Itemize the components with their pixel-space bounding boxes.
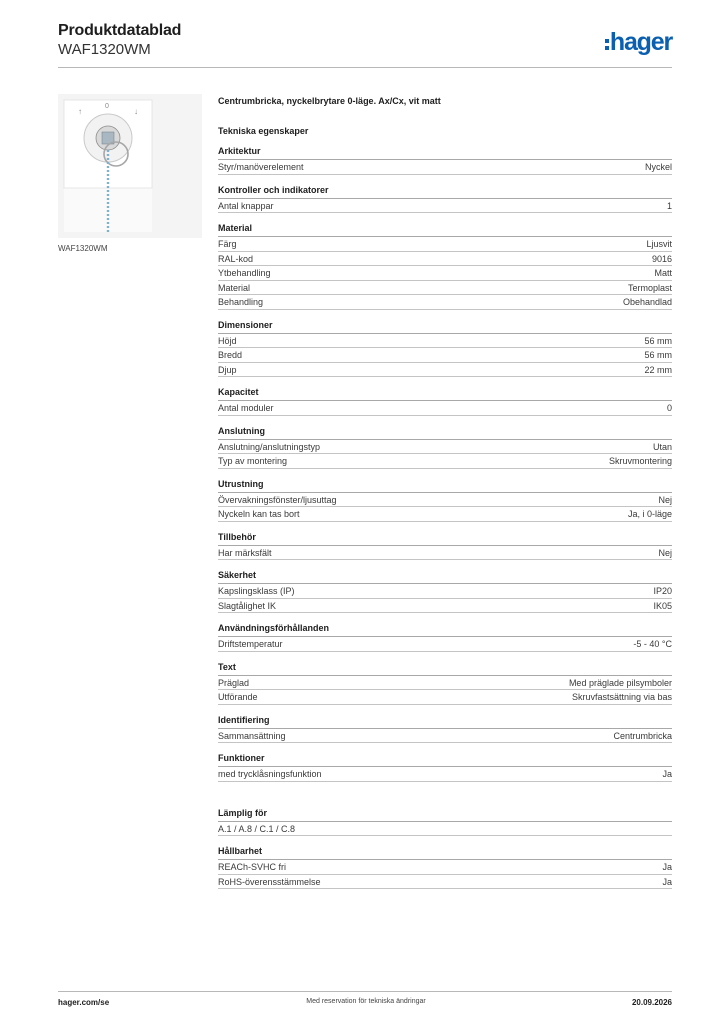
spec-value: Skruvmontering (608, 456, 672, 466)
spec-label: Antal moduler (218, 403, 274, 413)
spec-value: Ja (662, 769, 672, 779)
footer-disclaimer: Med reservation för tekniska ändringar (306, 998, 426, 1005)
spec-value: Ja (662, 876, 672, 887)
spec-value: 56 mm (644, 335, 672, 346)
footer-divider (58, 991, 672, 992)
spec-label: Höjd (218, 335, 237, 346)
spec-value: Nyckel (644, 162, 672, 172)
section-title: Kontroller och indikatorer (218, 185, 672, 199)
section-text (218, 662, 672, 705)
spec-row (218, 160, 672, 175)
logo-text: hager (609, 28, 672, 56)
zero-mark: 0 (105, 103, 109, 110)
spec-value: Utan (652, 441, 672, 452)
technical-properties-heading: Tekniska egenskaper (218, 126, 309, 136)
section-material (218, 223, 672, 310)
logo-dots-icon (605, 39, 609, 50)
spec-label: Material (218, 282, 251, 293)
section-title: Kapacitet (218, 387, 672, 401)
section-title: Säkerhet (218, 570, 672, 584)
spec-row (218, 281, 672, 296)
spec-row (218, 822, 672, 837)
down-arrow-mark: ↓ (134, 107, 138, 116)
section-title: Hållbarhet (218, 846, 672, 860)
spec-value: 9016 (651, 253, 672, 264)
spec-label: Anslutning/anslutningstyp (218, 441, 321, 452)
spec-row (218, 363, 672, 378)
spec-value: Matt (654, 268, 672, 278)
spec-value: Obehandlad (622, 297, 672, 307)
section-title: Dimensioner (218, 320, 672, 334)
spec-value: Ja, i 0-läge (627, 509, 672, 519)
section-title: Text (218, 662, 672, 676)
spec-label: Ytbehandling (218, 268, 271, 278)
spec-row (218, 348, 672, 363)
spec-label: Slagtålighet IK (218, 600, 277, 611)
section-title: Funktioner (218, 753, 672, 767)
spec-label: Sammansättning (218, 730, 286, 741)
image-caption: WAF1320WM (58, 244, 108, 253)
spec-value: Termoplast (627, 282, 672, 293)
spec-row (218, 401, 672, 416)
section-sustainability (218, 846, 672, 889)
header-divider (58, 67, 672, 68)
spec-row (218, 875, 672, 890)
key-switch-plate-icon (58, 94, 202, 238)
section-capacity (218, 387, 672, 416)
spec-row (218, 584, 672, 599)
spec-row (218, 860, 672, 875)
section-connection (218, 426, 672, 469)
spec-row (218, 295, 672, 310)
spec-label: Övervakningsfönster/ljusuttag (218, 494, 337, 505)
spec-row (218, 199, 672, 214)
spec-value: Ljusvit (646, 239, 672, 249)
spec-label: med trycklåsningsfunktion (218, 769, 322, 779)
spec-label: Antal knappar (218, 200, 274, 211)
spec-row (218, 729, 672, 744)
spec-row (218, 637, 672, 652)
spec-row (218, 237, 672, 252)
spec-value: IK05 (653, 600, 672, 611)
spec-value: Ja (662, 862, 672, 872)
footer-website-link[interactable]: hager.com/se (58, 998, 110, 1007)
spec-row (218, 440, 672, 455)
spec-row (218, 266, 672, 281)
section-architecture (218, 146, 672, 175)
section-title: Utrustning (218, 479, 672, 493)
spec-value: 0 (666, 403, 672, 413)
spec-label: Driftstemperatur (218, 639, 283, 649)
spec-label: Utförande (218, 692, 258, 702)
spec-row (218, 690, 672, 705)
spec-value: Centrumbricka (613, 730, 672, 741)
spec-label: A.1 / A.8 / C.1 / C.8 (218, 823, 296, 834)
spec-row (218, 493, 672, 508)
spec-label: Styr/manöverelement (218, 162, 304, 172)
section-title: Användningsförhållanden (218, 623, 672, 637)
spec-label: Präglad (218, 677, 250, 688)
section-title: Tillbehör (218, 532, 672, 546)
spec-row (218, 767, 672, 782)
spec-label: RAL-kod (218, 253, 254, 264)
spec-row (218, 334, 672, 349)
spec-value: 1 (666, 200, 672, 211)
product-description: Centrumbricka, nyckelbrytare 0-läge. Ax/Cx, vit matt (218, 96, 441, 106)
section-equipment (218, 479, 672, 522)
section-identification (218, 715, 672, 744)
spec-value: -5 - 40 °C (633, 639, 672, 649)
up-arrow-mark: ↑ (78, 107, 82, 116)
section-title: Arkitektur (218, 146, 672, 160)
section-title: Material (218, 223, 672, 237)
section-accessories (218, 532, 672, 561)
footer-date: 20.09.2026 (631, 998, 672, 1007)
spec-value: IP20 (653, 586, 672, 596)
spec-row (218, 507, 672, 522)
spec-value: Skruvfastsättning via bas (571, 692, 672, 702)
section-dimensions (218, 320, 672, 378)
spec-label: Behandling (218, 297, 264, 307)
product-reference: WAF1320WM (58, 41, 151, 58)
section-title: Anslutning (218, 426, 672, 440)
section-safety (218, 570, 672, 613)
spec-label: Nyckeln kan tas bort (218, 509, 300, 519)
spec-row (218, 454, 672, 469)
section-suitable-for (218, 808, 672, 837)
spec-label: Har märksfält (218, 547, 272, 558)
hager-logo (605, 30, 672, 54)
spec-label: RoHS-överensstämmelse (218, 876, 321, 887)
page-title: Produktdatablad (58, 22, 182, 39)
section-controls (218, 185, 672, 214)
section-functions (218, 753, 672, 782)
spec-value: Med präglade pilsymboler (568, 677, 672, 688)
spec-label: Färg (218, 239, 237, 249)
section-title: Identifiering (218, 715, 672, 729)
spec-row (218, 599, 672, 614)
spec-label: Djup (218, 364, 237, 375)
spec-label: Bredd (218, 350, 243, 360)
spec-value: Nej (658, 547, 672, 558)
spec-label: REACh-SVHC fri (218, 862, 287, 872)
spec-row (218, 676, 672, 691)
spec-row (218, 546, 672, 561)
spec-value: 22 mm (644, 364, 672, 375)
spec-value: Nej (658, 494, 672, 505)
spec-content (218, 96, 672, 889)
section-operating-conditions (218, 623, 672, 652)
spec-label: Kapslingsklass (IP) (218, 586, 295, 596)
spec-row (218, 252, 672, 267)
section-title: Lämplig för (218, 808, 672, 822)
product-image (58, 94, 202, 238)
spec-value: 56 mm (644, 350, 672, 360)
spec-label: Typ av montering (218, 456, 288, 466)
